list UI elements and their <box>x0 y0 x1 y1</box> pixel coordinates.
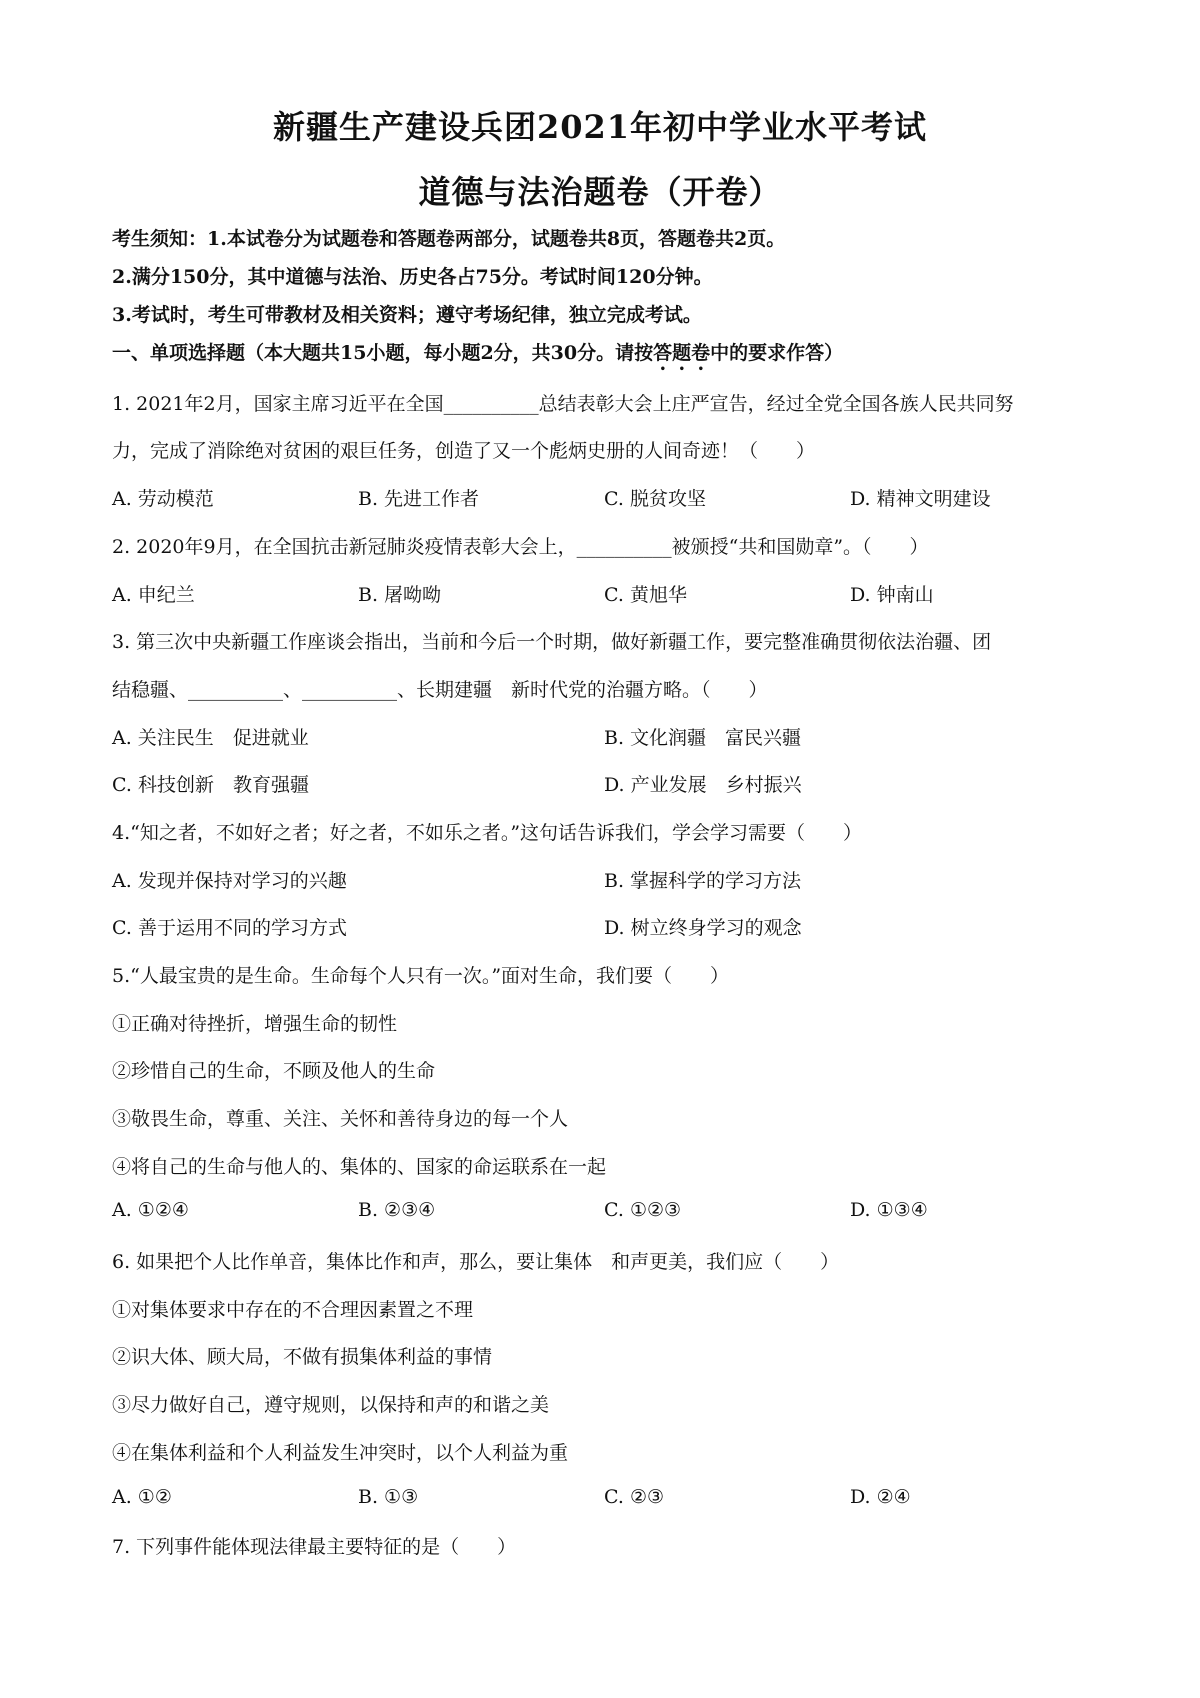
q1-option-d: D. 精神文明建设 <box>850 488 991 510</box>
q6-statement-3: ③尽力做好自己，遵守规则，以保持和声的和谐之美 <box>112 1394 550 1416</box>
section-heading-emphasis: 答题卷 <box>653 342 711 364</box>
exam-title: 新疆生产建设兵团2021年初中学业水平考试 <box>272 108 928 146</box>
section-heading-pre: 一、单项选择题（本大题共15小题，每小题2分，共30分。请按 <box>112 342 654 364</box>
question-2-line-1: 2. 2020年9月，在全国抗击新冠肺炎疫情表彰大会上，__________被颁授“共和国勋章”。（ ） <box>112 536 929 558</box>
q1-option-c: C. 脱贫攻坚 <box>604 488 706 510</box>
q4-option-a: A. 发现并保持对学习的兴趣 <box>112 870 347 892</box>
q6-option-b: B. ①③ <box>358 1486 419 1508</box>
question-1-line-2: 力，完成了消除绝对贫困的艰巨任务，创造了又一个彪炳史册的人间奇迹！（ ） <box>112 440 816 462</box>
q6-option-a: A. ①② <box>112 1486 172 1508</box>
notice-line-1: 考生须知：1.本试卷分为试题卷和答题卷两部分，试题卷共8页，答题卷共2页。 <box>112 228 786 250</box>
q3-option-b: B. 文化润疆 富民兴疆 <box>604 727 802 749</box>
question-6-line-1: 6. 如果把个人比作单音，集体比作和声，那么，要让集体 和声更美，我们应（ ） <box>112 1251 840 1273</box>
question-5-line-1: 5.“人最宝贵的是生命。生命每个人只有一次。”面对生命，我们要（ ） <box>112 965 730 987</box>
q3-option-a: A. 关注民生 促进就业 <box>112 727 309 749</box>
question-4-line-1: 4.“知之者，不如好之者；好之者，不如乐之者。”这句话告诉我们，学会学习需要（ ） <box>112 822 863 844</box>
q2-option-d: D. 钟南山 <box>850 584 934 606</box>
q5-option-c: C. ①②③ <box>604 1199 682 1221</box>
section-heading <box>112 338 843 375</box>
q5-statement-4: ④将自己的生命与他人的、集体的、国家的命运联系在一起 <box>112 1156 607 1178</box>
q4-option-c: C. 善于运用不同的学习方式 <box>112 917 347 939</box>
q5-option-b: B. ②③④ <box>358 1199 436 1221</box>
q6-option-c: C. ②③ <box>604 1486 665 1508</box>
q5-option-a: A. ①②④ <box>112 1199 189 1221</box>
q6-statement-1: ①对集体要求中存在的不合理因素置之不理 <box>112 1299 474 1321</box>
exam-subtitle: 道德与法治题卷（开卷） <box>418 173 782 211</box>
q3-option-c: C. 科技创新 教育强疆 <box>112 774 309 796</box>
q5-statement-1: ①正确对待挫折，增强生命的韧性 <box>112 1013 398 1035</box>
q1-option-a: A. 劳动模范 <box>112 488 214 510</box>
question-3-line-1: 3. 第三次中央新疆工作座谈会指出，当前和今后一个时期，做好新疆工作，要完整准确贯彻依法治疆、团 <box>112 631 992 653</box>
q4-option-b: B. 掌握科学的学习方法 <box>604 870 802 892</box>
q2-option-a: A. 申纪兰 <box>112 584 195 606</box>
q5-option-d: D. ①③④ <box>850 1199 928 1221</box>
q3-option-d: D. 产业发展 乡村振兴 <box>604 774 802 796</box>
notice-line-2: 2.满分150分，其中道德与法治、历史各占75分。考试时间120分钟。 <box>112 266 713 288</box>
q5-statement-2: ②珍惜自己的生命，不顾及他人的生命 <box>112 1060 436 1082</box>
q6-option-d: D. ②④ <box>850 1486 911 1508</box>
section-heading-post: 中的要求作答） <box>710 342 844 364</box>
question-7-line-1: 7. 下列事件能体现法律最主要特征的是（ ） <box>112 1536 517 1558</box>
q2-option-c: C. 黄旭华 <box>604 584 687 606</box>
q4-option-d: D. 树立终身学习的观念 <box>604 917 802 939</box>
q6-statement-2: ②识大体、顾大局，不做有损集体利益的事情 <box>112 1346 493 1368</box>
q2-option-b: B. 屠呦呦 <box>358 584 442 606</box>
notice-line-3: 3.考试时，考生可带教材及相关资料；遵守考场纪律，独立完成考试。 <box>112 304 702 326</box>
q5-statement-3: ③敬畏生命，尊重、关注、关怀和善待身边的每一个人 <box>112 1108 569 1130</box>
question-1-line-1: 1. 2021年2月，国家主席习近平在全国__________总结表彰大会上庄严宣告，经过全党全国各族人民共同努 <box>112 393 1014 415</box>
q6-statement-4: ④在集体利益和个人利益发生冲突时，以个人利益为重 <box>112 1442 569 1464</box>
question-3-line-2: 结稳疆、__________、__________、长期建疆 新时代党的治疆方略。（ ） <box>112 679 768 701</box>
q1-option-b: B. 先进工作者 <box>358 488 480 510</box>
